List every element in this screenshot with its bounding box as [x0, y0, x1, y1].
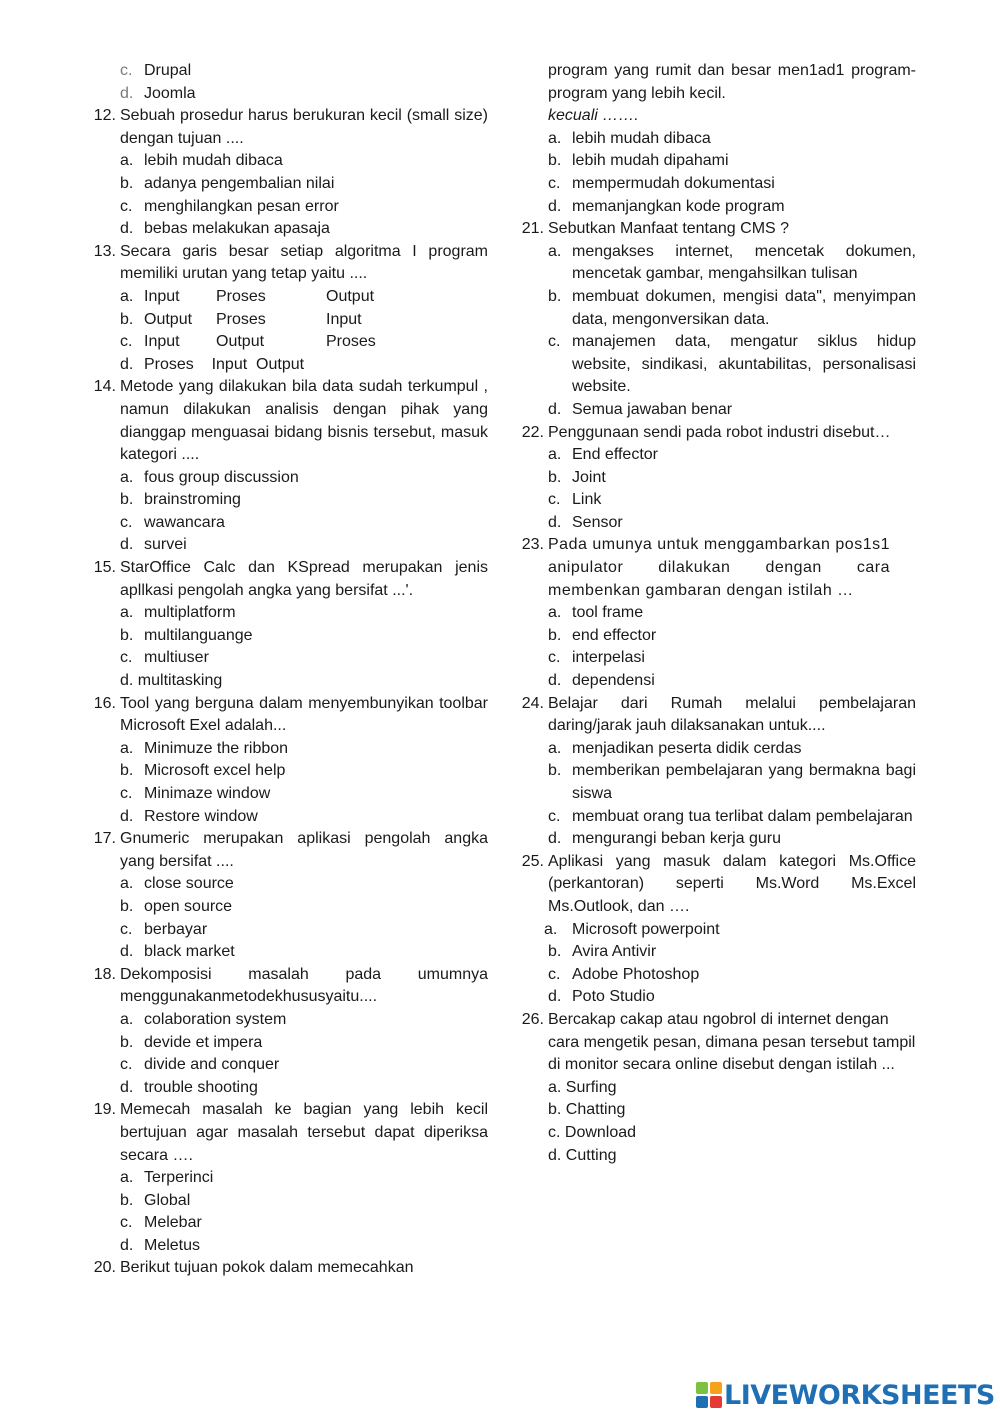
q18-option-a: a. colaboration system	[120, 1010, 287, 1028]
question-24	[512, 693, 916, 738]
question-number: 18.	[93, 965, 116, 983]
right-column	[512, 60, 916, 1167]
q13-option-a: a. Input Proses Output	[120, 287, 375, 305]
question-number: 22.	[521, 423, 544, 441]
q24-option-b: b. memberikan pembelajaran yang bermakna bagi siswa	[548, 762, 916, 802]
question-number: 17.	[93, 830, 116, 848]
q26-option-c: c. Download	[548, 1123, 637, 1141]
q24-option-c: c. membuat orang tua terlibat dalam pembelajaran	[548, 807, 913, 825]
q22-option-a: a. End effector	[548, 446, 658, 464]
q19-option-d: d. Meletus	[120, 1236, 201, 1254]
logo-square-blue	[696, 1396, 708, 1408]
q13-option-b: b. Output Proses Input	[120, 310, 362, 328]
q15-option-c: c. multiuser	[120, 649, 209, 667]
question-text: Metode yang dilakukan bila data sudah terkumpul , namun dilakukan analisis dengan pihak yang dianggap menguasai bidang bisnis tersebut, masuk kategori ....	[120, 378, 488, 464]
q12-option-b: b. adanya pengembalian nilai	[120, 174, 335, 192]
question-text: Penggunaan sendi pada robot industri disebut…	[548, 423, 891, 441]
question-text: Sebuah prosedur harus berukuran kecil (small size) dengan tujuan ....	[120, 107, 488, 147]
q21-option-b: b. membuat dokumen, mengisi data", menyimpan data, mengonversikan data.	[548, 287, 916, 328]
q23-option-c: c. interpelasi	[548, 649, 645, 667]
question-13	[84, 241, 488, 286]
q19-option-c: c. Melebar	[120, 1214, 202, 1232]
q25-option-c: c. Adobe Photoshop	[548, 965, 700, 983]
question-number: 15.	[93, 559, 116, 577]
q13-option-c: c. Input Output Proses	[120, 333, 376, 351]
question-20	[84, 1257, 488, 1280]
q20-option-b: b. lebih mudah dipahami	[548, 152, 729, 170]
question-number: 20.	[93, 1259, 116, 1277]
question-text: Tool yang berguna dalam menyembunyikan toolbar Microsoft Exel adalah...	[120, 694, 488, 735]
question-text: Aplikasi yang masuk dalam kategori Ms.Office (perkantoran) seperti Ms.Word Ms.Excel Ms.Outlook, dan ….	[548, 852, 916, 915]
question-26	[512, 1009, 916, 1077]
question-text: StarOffice Calc dan KSpread merupakan jenis apllkasi pengolah angka yang bersifat ...'.	[120, 559, 488, 599]
q22-option-c: c. Link	[548, 491, 602, 509]
q26-option-a: a. Surfing	[548, 1078, 617, 1096]
q12-option-c: c. menghilangkan pesan error	[120, 197, 339, 215]
q25-option-b: b. Avira Antivir	[548, 943, 657, 961]
liveworksheets-logo	[696, 1380, 995, 1410]
q24-option-a: a. menjadikan peserta didik cerdas	[548, 739, 802, 757]
q24-option-d: d. mengurangi beban kerja guru	[548, 830, 782, 848]
q25-option-a: a. Microsoft powerpoint	[544, 920, 720, 938]
q26-option-b: b. Chatting	[548, 1101, 626, 1119]
q14-option-c: c. wawancara	[120, 513, 225, 531]
question-21	[512, 218, 916, 241]
q15-option-b: b. multilanguange	[120, 626, 253, 644]
question-19	[84, 1099, 488, 1167]
q23-option-b: b. end effector	[548, 626, 657, 644]
question-number: 25.	[521, 852, 544, 870]
q13-option-d: d. Proses Input Output	[120, 355, 305, 373]
question-number: 14.	[93, 378, 116, 396]
q18-option-d: d. trouble shooting	[120, 1078, 258, 1096]
question-number: 13.	[93, 242, 116, 260]
left-column	[84, 60, 488, 1280]
q16-option-b: b. Microsoft excel help	[120, 762, 286, 780]
q17-option-c: c. berbayar	[120, 920, 208, 938]
q12-option-a: a. lebih mudah dibaca	[120, 152, 283, 170]
question-text: Pada umunya untuk menggambarkan pos1s1 anipulator dilakukan dengan cara membenkan gambaran dengan istilah …	[548, 536, 890, 599]
q21-option-c: c. manajemen data, mengatur siklus hidup website, sindikasi, akuntabilitas, personalisasi website.	[548, 333, 916, 396]
question-15	[84, 557, 488, 602]
q18-option-c: c. divide and conquer	[120, 1056, 280, 1074]
question-12	[84, 105, 488, 150]
q19-option-b: b. Global	[120, 1191, 191, 1209]
question-text: program yang rumit dan besar men1ad1 program-program yang lebih kecil. kecuali …….	[548, 62, 916, 125]
question-17	[84, 828, 488, 873]
q17-option-a: a. close source	[120, 875, 234, 893]
q26-option-d: d. Cutting	[548, 1146, 617, 1164]
q12-option-d: d. bebas melakukan apasaja	[120, 220, 330, 238]
question-20-continued	[512, 60, 916, 128]
q16-option-d: d. Restore window	[120, 807, 258, 825]
logo-square-red	[710, 1396, 722, 1408]
logo-text: LIVEWORKSHEETS	[724, 1379, 995, 1411]
q19-option-a: a. Terperinci	[120, 1169, 214, 1187]
question-text: Secara garis besar setiap algoritma I program memiliki urutan yang tetap yaitu ....	[120, 242, 488, 283]
question-number: 23.	[521, 536, 544, 554]
question-text: Bercakap cakap atau ngobrol di internet dengan cara mengetik pesan, dimana pesan tersebut tampil di monitor secara online disebut dengan istilah ...	[548, 1010, 916, 1074]
q18-option-b: b. devide et impera	[120, 1033, 263, 1051]
q11-option-d: d. Joomla	[120, 84, 196, 102]
logo-square-orange	[710, 1382, 722, 1394]
question-18	[84, 964, 488, 1009]
question-23	[512, 534, 916, 602]
q14-option-d: d. survei	[120, 536, 187, 554]
question-25	[512, 851, 916, 919]
q23-option-a: a. tool frame	[548, 604, 644, 622]
q25-option-d: d. Poto Studio	[548, 988, 655, 1006]
question-number: 21.	[521, 220, 544, 238]
q22-option-d: d. Sensor	[548, 513, 623, 531]
question-text: Memecah masalah ke bagian yang lebih kecil bertujuan agar masalah tersebut dapat diperiksa secara ….	[120, 1101, 488, 1164]
question-text: Sebutkan Manfaat tentang CMS ?	[548, 220, 790, 238]
question-text: Berikut tujuan pokok dalam memecahkan	[120, 1259, 414, 1277]
q15-option-a: a. multiplatform	[120, 604, 236, 622]
question-number: 12.	[93, 107, 116, 125]
q21-option-a: a. mengakses internet, mencetak dokumen, mencetak gambar, mengahsilkan tulisan	[548, 242, 916, 283]
question-text: Gnumeric merupakan aplikasi pengolah angka yang bersifat ....	[120, 830, 488, 870]
question-number: 24.	[521, 694, 544, 712]
q20-option-c: c. mempermudah dokumentasi	[548, 174, 775, 192]
q16-option-c: c. Minimaze window	[120, 785, 271, 802]
question-number: 19.	[93, 1101, 116, 1119]
q23-option-d: d. dependensi	[548, 672, 655, 690]
question-number: 26.	[521, 1010, 544, 1028]
question-16	[84, 693, 488, 738]
logo-square-green	[696, 1382, 708, 1394]
question-14	[84, 376, 488, 466]
q20-option-d: d. memanjangkan kode program	[548, 197, 785, 215]
q22-option-b: b. Joint	[548, 468, 606, 486]
q16-option-a: a. Minimuze the ribbon	[120, 739, 289, 757]
question-text: Dekomposisi masalah pada umumnya menggunakanmetodekhususyaitu....	[120, 965, 488, 1006]
q14-option-a: a. fous group discussion	[120, 468, 299, 486]
q20-option-a: a. lebih mudah dibaca	[548, 129, 711, 147]
q15-option-d: d. multitasking	[120, 672, 223, 690]
q17-option-d: d. black market	[120, 943, 235, 961]
q11-option-c: c. Drupal	[120, 62, 192, 79]
question-number: 16.	[93, 694, 116, 712]
question-text: Belajar dari Rumah melalui pembelajaran daring/jarak jauh dilaksanakan untuk....	[548, 694, 916, 735]
q14-option-b: b. brainstroming	[120, 491, 241, 509]
q17-option-b: b. open source	[120, 897, 233, 915]
liveworksheets-logo-icon	[696, 1382, 722, 1408]
q21-option-d: d. Semua jawaban benar	[548, 400, 733, 418]
question-22	[512, 422, 916, 445]
